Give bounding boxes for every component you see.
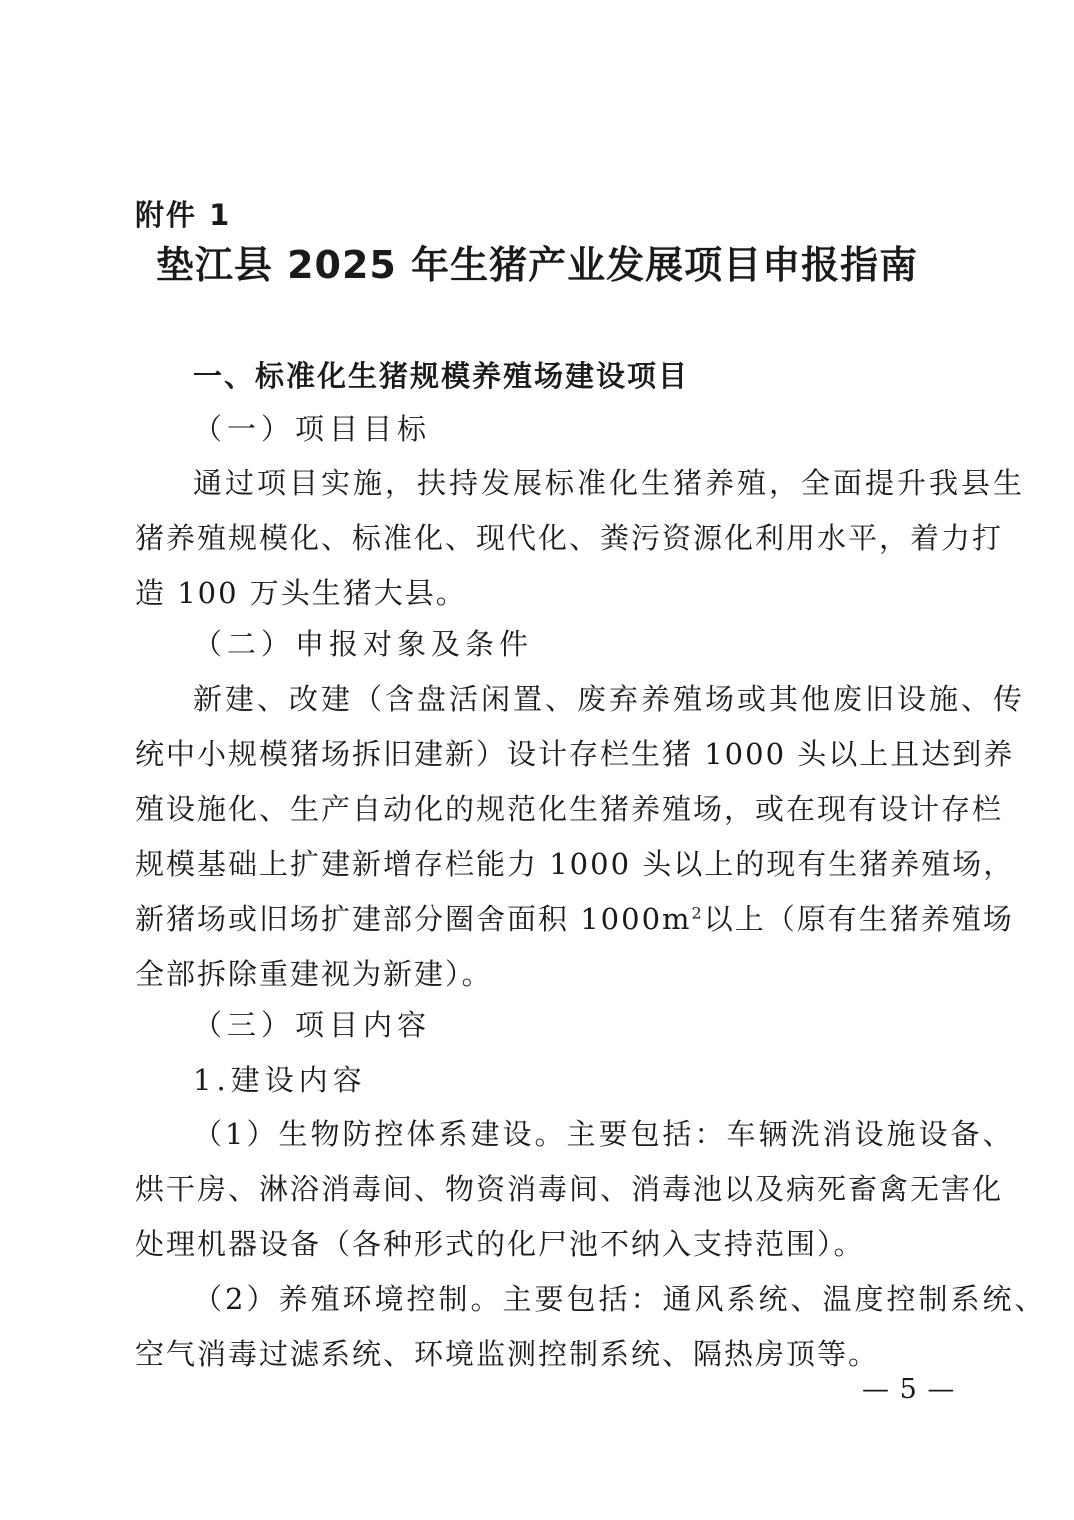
subsection-heading: （三）项目内容	[193, 1008, 432, 1042]
paragraph-line: 统中小规模猪场拆旧建新）设计存栏生猪 1000 头以上且达到养	[135, 737, 1015, 771]
subsection-heading: （一）项目目标	[193, 412, 432, 446]
attachment-label: 附件 1	[135, 198, 232, 232]
paragraph-line: 处理机器设备（各种形式的化尸池不纳入支持范围）。	[135, 1227, 865, 1261]
paragraph-text: 新猪场或旧场扩建部分圈舍面积 $1000m^2$	[135, 902, 704, 936]
paragraph-line: 造 100 万头生猪大县。	[135, 576, 467, 610]
paragraph-line: 殖设施化、生产自动化的规范化生猪养殖场，或在现有设计存栏	[135, 792, 1004, 826]
superscript: 2	[691, 903, 704, 923]
paragraph-line: 全部拆除重建视为新建）。	[135, 957, 493, 991]
paragraph-line: 空气消毒过滤系统、环境监测控制系统、隔热房顶等。	[135, 1337, 880, 1371]
document-title: 垫江县 2025 年生猪产业发展项目申报指南	[155, 243, 919, 287]
paragraph-line	[135, 899, 1014, 939]
section-heading: 一、标准化生猪规模养殖场建设项目	[193, 359, 690, 393]
paragraph-line: 新建、改建（含盘活闲置、废弃养殖场或其他废旧设施、传	[193, 682, 1026, 716]
item-heading: 1.建设内容	[193, 1063, 367, 1097]
subsection-heading: （二）申报对象及条件	[193, 627, 534, 661]
paragraph-line: 烘干房、淋浴消毒间、物资消毒间、消毒池以及病死畜禽无害化	[135, 1172, 1004, 1206]
page-number: — 5 —	[862, 1374, 956, 1405]
paragraph-text: 以上（原有生猪养殖场	[703, 902, 1014, 936]
paragraph-line: （2）养殖环境控制。主要包括：通风系统、温度控制系统、	[193, 1282, 1047, 1316]
paragraph-line: 通过项目实施，扶持发展标准化生猪养殖，全面提升我县生	[193, 466, 1026, 500]
paragraph-line: （1）生物防控体系建设。主要包括：车辆洗消设施设备、	[193, 1117, 1015, 1151]
paragraph-line: 规模基础上扩建新增存栏能力 1000 头以上的现有生猪养殖场，	[135, 847, 1015, 881]
paragraph-line: 猪养殖规模化、标准化、现代化、粪污资源化利用水平，着力打	[135, 521, 1004, 555]
